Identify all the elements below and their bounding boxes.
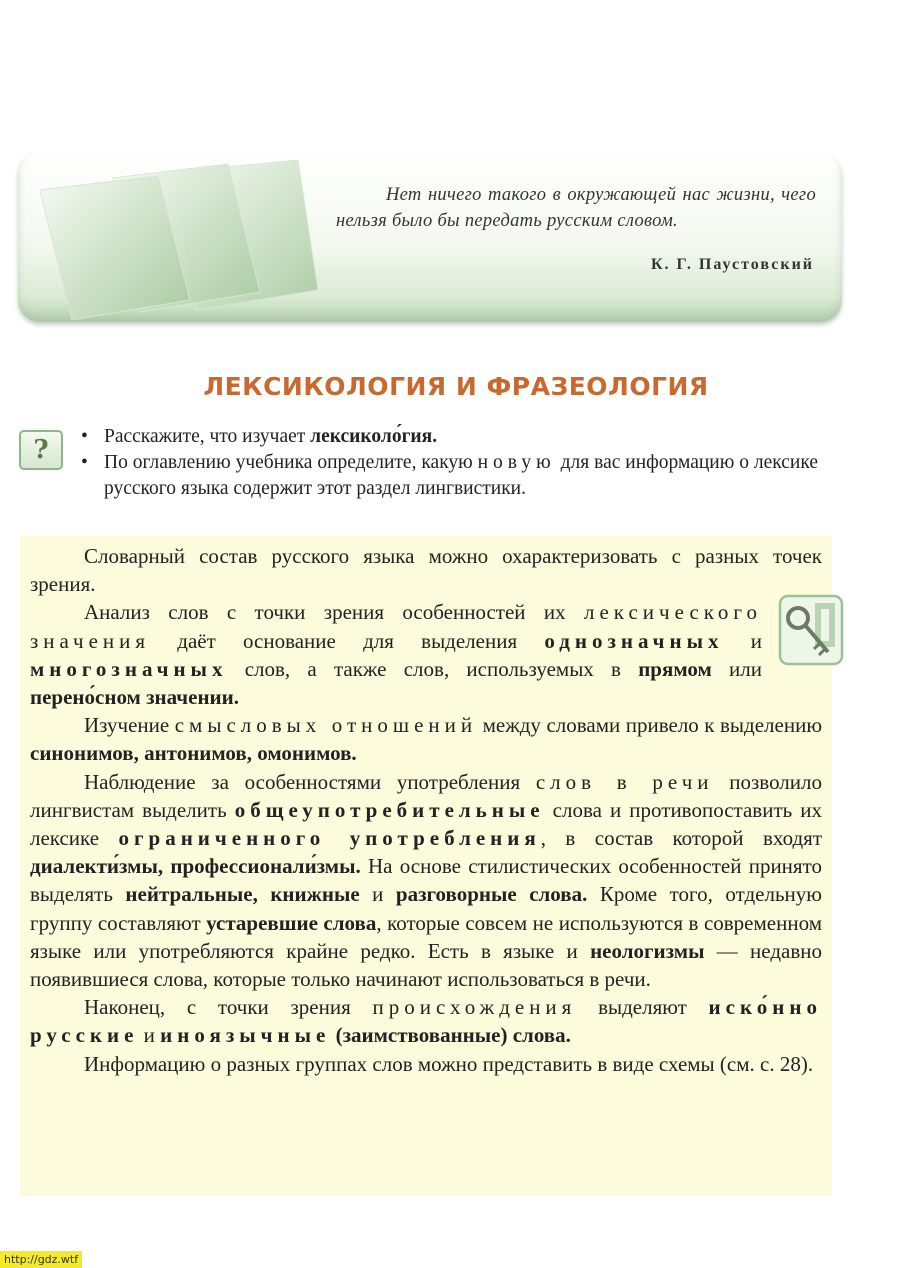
bold-term: неологизмы (590, 938, 705, 963)
question-text: для вас информацию о лексике русского языка содержит этот раздел лингвистики. (104, 452, 818, 499)
spaced-term: слов в речи (535, 769, 714, 794)
question-text: Расскажите, что изучает (104, 426, 311, 447)
question-item (78, 424, 818, 450)
text-span: даёт основание для выделения (150, 628, 545, 653)
text-span: слова и противопоставить их лексике (30, 797, 822, 851)
bold-term: иско́нно русские (30, 995, 822, 1048)
question-list (78, 424, 818, 502)
bold-term: разговорные слова. (395, 882, 588, 907)
bold-term: перено́сном значении. (30, 685, 240, 710)
question-text: По оглавлению учебника определите, какую (104, 452, 478, 473)
bold-term: ограниченного употребления (118, 826, 541, 851)
key-icon (778, 594, 844, 666)
text-span: Кроме того, отдельную группу составляют (30, 882, 822, 935)
bold-term: (заимствованные) слова. (335, 1023, 571, 1048)
paragraph (30, 598, 822, 711)
text-span: и (138, 1023, 161, 1048)
epigraph-banner (18, 152, 842, 322)
bold-term: однозначных (544, 628, 724, 653)
question-icon: ? (19, 430, 63, 470)
bold-term: устаревшие слова (206, 910, 377, 935)
text-span: слов, а также слов, используемых в (227, 656, 639, 681)
text-span: выделяют (576, 995, 709, 1020)
epigraph-quote: Нет ничего такого в окружающей нас жизни, чего нельзя было бы передать русским словом. (336, 185, 816, 231)
text-span: Наблюдение за особенностями употребления (84, 769, 536, 794)
spaced-term: происхождения (372, 995, 577, 1020)
bold-term: нейтральные, книжные (125, 882, 360, 907)
text-span: и (359, 882, 396, 907)
paragraph: Информацию о разных группах слов можно представить в виде схемы (см. с. 28). (84, 1051, 814, 1076)
paragraph (30, 711, 822, 767)
spaced-term: лексического значения (30, 600, 762, 653)
paragraph (30, 993, 822, 1049)
text-span: Анализ слов с точки зрения особенностей их (84, 600, 584, 625)
text-span: Изучение (84, 713, 175, 738)
bold-term: иноязычные (160, 1023, 331, 1048)
bold-term: общеупотребительные (234, 797, 545, 822)
question-item (78, 450, 818, 502)
text-span: или (711, 656, 762, 681)
bold-term: синонимов, антонимов, омонимов. (30, 741, 357, 766)
text-span: , которые совсем не используются в современном языке или употребляются крайне редко. Есть в языке и (30, 910, 822, 963)
question-emphasis: новую (477, 452, 556, 473)
text-span: На основе стилистических особенностей принято выделять (30, 854, 822, 907)
pages-decoration-icon (28, 160, 318, 320)
epigraph-author: К. Г. Паустовский (650, 256, 814, 273)
text-span: и (723, 628, 762, 653)
paragraph: Словарный состав русского языка можно охарактеризовать с разных точек зрения. (30, 544, 822, 597)
bold-term: многозначных (30, 656, 228, 681)
question-term: лексиколо́гия. (310, 426, 438, 447)
text-span: Наконец, с точки зрения (84, 995, 373, 1020)
text-span: позволило лингвистам выделить (30, 769, 822, 822)
text-span: , в состав которой входят (540, 826, 823, 851)
text-span: между словами привело к выделению (477, 713, 823, 738)
watermark-link[interactable]: http://gdz.wtf (0, 1251, 82, 1268)
bold-term: диалекти́змы, профессионали́змы. (30, 854, 361, 879)
main-text (30, 542, 822, 1078)
text-span: — недавно появившиеся слова, которые только начинают использоваться в речи. (30, 938, 822, 992)
paragraph (30, 768, 822, 994)
bold-term: прямом (638, 656, 712, 681)
section-title: ЛЕКСИКОЛОГИЯ И ФРАЗЕОЛОГИЯ (203, 372, 709, 401)
spaced-term: смысловых отношений (174, 713, 478, 738)
